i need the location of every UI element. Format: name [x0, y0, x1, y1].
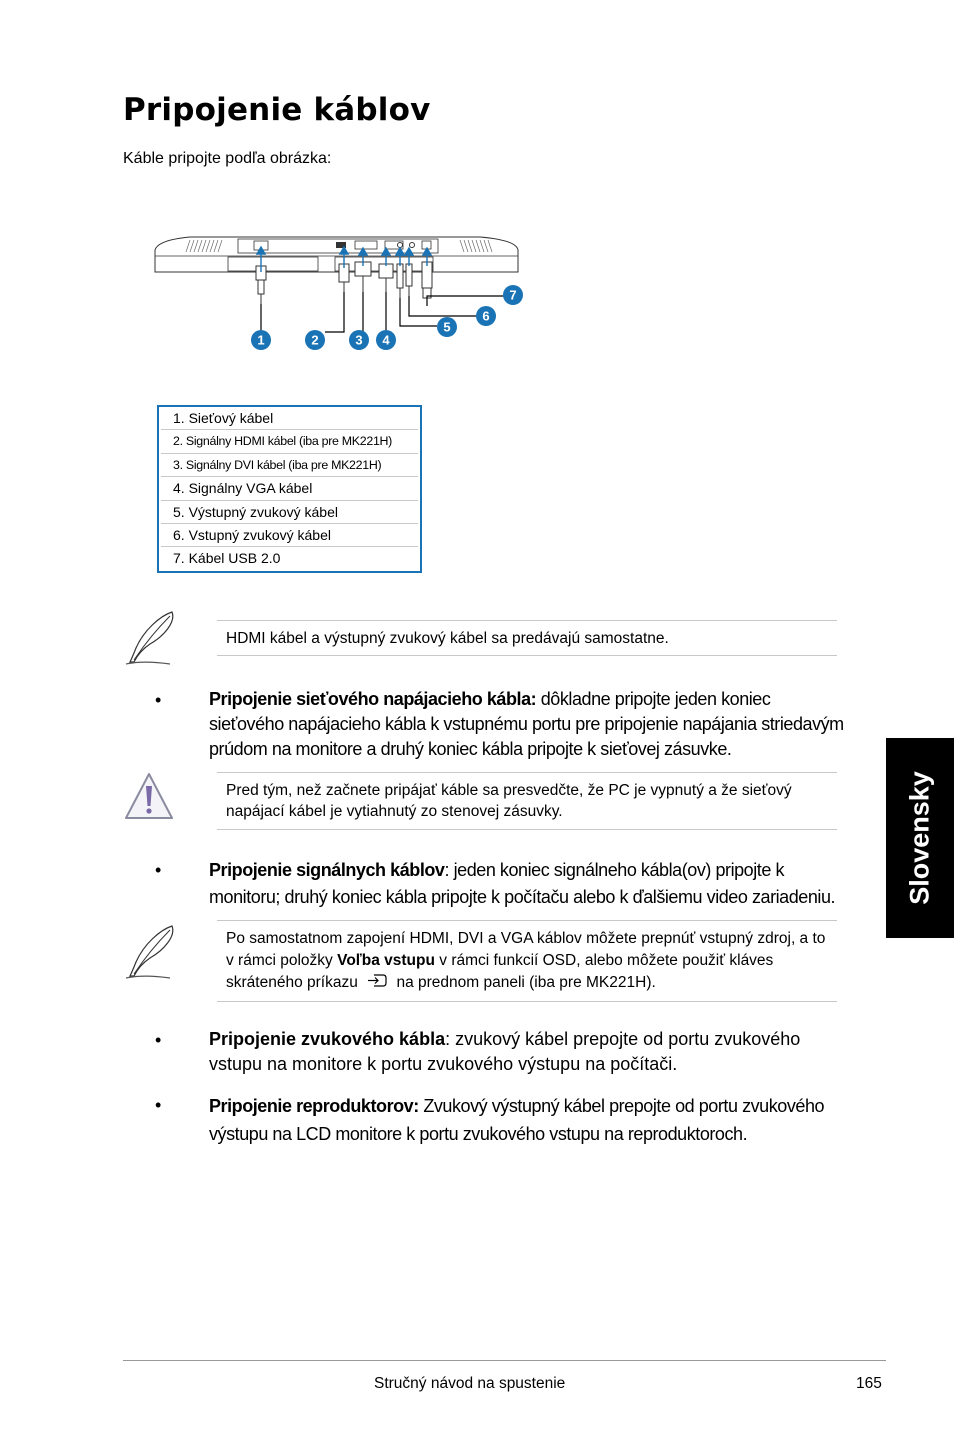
legend-row: 6. Vstupný zvukový kábel	[161, 524, 418, 547]
bullet-marker: •	[155, 860, 162, 880]
paragraph-body: : zvukový kábel prepojte od portu zvukového vstupu na monitore k portu zvukového výstupu na počítači.	[209, 1029, 801, 1074]
warning-text: Pred tým, než začnete pripájať káble sa presvedčte, že PC je vypnutý a že sieťový napájací kábel je vytiahnutý zo stenovej zásuvky.	[226, 782, 792, 820]
paragraph-heading: Pripojenie zvukového kábla	[209, 1029, 446, 1049]
svg-text:4: 4	[382, 332, 390, 348]
svg-text:3: 3	[355, 332, 363, 348]
paragraph-body: : jeden koniec signálneho kábla(ov) pripojte k monitoru; druhý koniec kábla pripojte k počítaču alebo k ďalšiemu video zariadeniu.	[209, 860, 836, 907]
legend-row: 5. Výstupný zvukový kábel	[161, 501, 418, 524]
feather-note-icon	[120, 608, 182, 668]
svg-text:1: 1	[257, 332, 265, 348]
warning-box	[217, 772, 837, 830]
intro-text: Káble pripojte podľa obrázka:	[123, 150, 332, 167]
osd-menu-name: Voľba vstupu	[337, 952, 435, 969]
note-text-part: na prednom paneli (iba pre MK221H).	[392, 974, 656, 991]
callout-7	[503, 285, 523, 305]
paragraph-heading: Pripojenie sieťového napájacieho kábla:	[209, 689, 537, 709]
callout-3	[349, 330, 369, 350]
note-text-part: v rámci funkcií OSD, alebo môžete použiť kláves skráteného príkazu	[226, 952, 774, 991]
callout-6	[476, 306, 496, 326]
note-text-part: Po samostatnom zapojení HDMI, DVI a VGA káblov môžete prepnúť vstupný zdroj, a to v rámci položky	[226, 930, 826, 969]
warning-triangle-icon	[122, 770, 176, 822]
callout-2	[305, 330, 325, 350]
language-side-tab	[886, 738, 954, 938]
cable-connection-diagram	[150, 222, 530, 362]
note-box-2	[217, 920, 837, 1002]
svg-text:2: 2	[311, 332, 319, 348]
input-source-icon	[366, 973, 388, 989]
bullet-marker: •	[155, 1030, 162, 1050]
callout-4	[376, 330, 396, 350]
callout-1	[251, 330, 271, 350]
legend-row: 2. Signálny HDMI kábel (iba pre MK221H)	[161, 430, 418, 453]
paragraph-heading: Pripojenie reproduktorov:	[209, 1096, 419, 1116]
svg-text:7: 7	[509, 287, 517, 303]
legend-row: 7. Kábel USB 2.0	[173, 550, 281, 567]
legend-row: 1. Sieťový kábel	[161, 407, 418, 430]
leader-lines	[261, 292, 504, 332]
legend-row: 3. Signálny DVI kábel (iba pre MK221H)	[161, 454, 418, 477]
page-title: Pripojenie káblov	[123, 92, 431, 128]
footer-title: Stručný návod na spustenie	[374, 1375, 566, 1392]
note-text-1: HDMI kábel a výstupný zvukový kábel sa predávajú samostatne.	[226, 630, 669, 647]
paragraph-speakers	[209, 1092, 849, 1148]
callout-5	[437, 317, 457, 337]
paragraph-body: dôkladne pripojte jeden koniec sieťového napájacieho kábla k vstupnému portu pre pripojenie napájania striedavým prúdom na monitore a druhý koniec kábla pripojte k sieťovej zásuvke.	[209, 689, 844, 759]
svg-text:5: 5	[443, 319, 451, 335]
svg-text:6: 6	[482, 308, 490, 324]
note-text-2	[217, 921, 837, 1001]
language-label: Slovensky	[904, 771, 935, 905]
feather-note-icon	[120, 922, 182, 982]
bullet-marker: •	[155, 1095, 162, 1115]
paragraph-body: Zvukový výstupný kábel prepojte od portu zvukového výstupu na LCD monitore k portu zvukového vstupu na reproduktoroch.	[209, 1096, 825, 1144]
note-box-1	[217, 620, 837, 656]
callout-markers	[251, 285, 523, 350]
monitor-back-panel	[155, 237, 518, 272]
footer-divider	[123, 1360, 886, 1361]
page-number: 165	[856, 1375, 882, 1392]
paragraph-power-cable	[209, 687, 849, 762]
paragraph-signal-cables	[209, 857, 849, 911]
cable-legend-table	[157, 405, 422, 573]
paragraph-audio-cable	[209, 1027, 849, 1077]
paragraph-heading: Pripojenie signálnych káblov	[209, 860, 445, 880]
legend-row: 4. Signálny VGA kábel	[161, 477, 418, 500]
bullet-marker: •	[155, 690, 162, 710]
